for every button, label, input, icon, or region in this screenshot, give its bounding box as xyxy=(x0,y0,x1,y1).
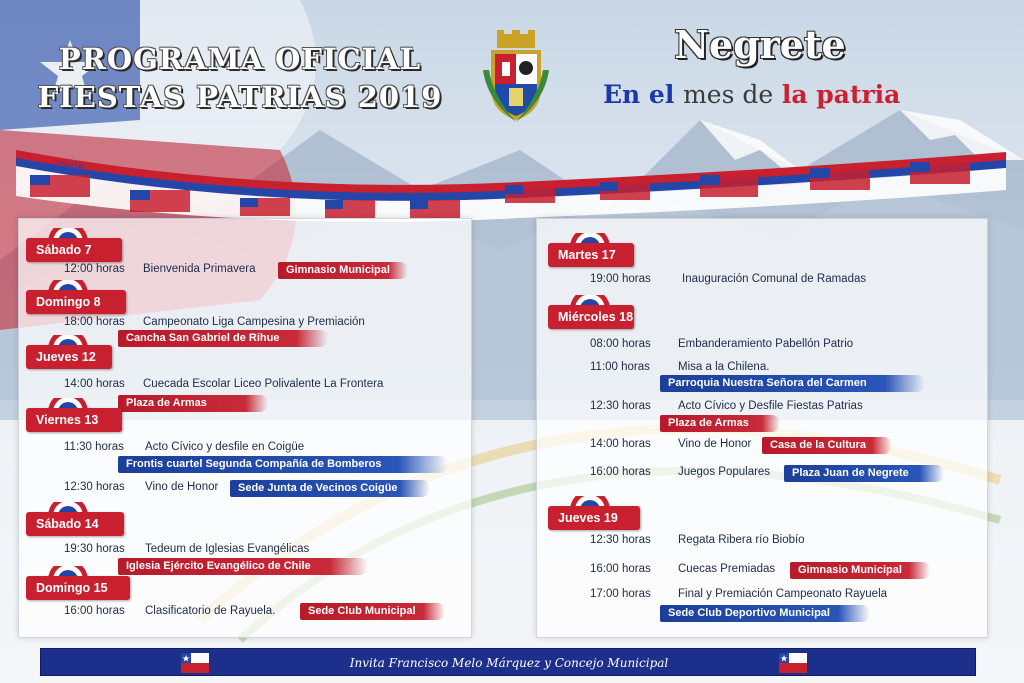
event-time: 17:00 horas xyxy=(590,588,651,600)
event-description: Bienvenida Primavera xyxy=(143,263,256,275)
event-place-badge: Gimnasio Municipal xyxy=(278,262,408,279)
footer-bar xyxy=(40,648,976,676)
event-time: 12:30 horas xyxy=(590,534,651,546)
event-time: 14:00 horas xyxy=(64,378,125,390)
event-description: Regata Ribera río Biobío xyxy=(678,534,805,546)
event-place-badge: Sede Club Municipal xyxy=(300,603,445,620)
event-place-badge: Parroquia Nuestra Señora del Carmen xyxy=(660,375,925,392)
event-place-badge: Gimnasio Municipal xyxy=(790,562,930,579)
title-line-1: PROGRAMA OFICIAL xyxy=(58,42,422,76)
day-label: Jueves 12 xyxy=(36,350,96,364)
event-place-badge: Plaza de Armas xyxy=(660,415,780,432)
event-time: 11:00 horas xyxy=(590,361,650,373)
event-time: 12:30 horas xyxy=(590,400,651,412)
chile-flag-banner xyxy=(0,140,1024,230)
chile-flag-icon xyxy=(779,653,807,673)
event-time: 18:00 horas xyxy=(64,316,125,328)
event-time: 11:30 horas xyxy=(64,441,124,453)
event-description: Acto Cívico y desfile en Coigüe xyxy=(145,441,305,453)
event-place-badge: Plaza Juan de Negrete xyxy=(784,465,944,482)
event-place-badge: Iglesia Ejército Evangélico de Chile xyxy=(118,558,368,575)
municipal-crest-icon xyxy=(483,30,549,122)
event-description: Embanderamiento Pabellón Patrio xyxy=(678,338,854,350)
town-name: Negrete xyxy=(674,22,846,67)
event-description: Cuecas Premiadas xyxy=(678,563,776,575)
event-place-badge: Plaza de Armas xyxy=(118,395,268,412)
slogan-part-2: mes de xyxy=(683,80,774,109)
event-time: 16:00 horas xyxy=(590,466,651,478)
event-time: 16:00 horas xyxy=(64,605,125,617)
event-description: Vino de Honor xyxy=(678,438,752,450)
day-label: Viernes 13 xyxy=(36,413,99,427)
event-time: 16:00 horas xyxy=(590,563,651,575)
event-time: 12:00 horas xyxy=(64,263,125,275)
slogan xyxy=(603,80,923,109)
event-place-badge: Frontis cuartel Segunda Compañía de Bomberos xyxy=(118,456,448,473)
event-place-badge: Sede Club Deportivo Municipal xyxy=(660,605,870,622)
day-label: Sábado 7 xyxy=(36,243,92,257)
title-line-2: FIESTAS PATRIAS 2019 xyxy=(37,80,443,114)
event-description: Tedeum de Iglesias Evangélicas xyxy=(145,543,310,555)
event-time: 19:00 horas xyxy=(590,273,651,285)
day-label: Miércoles 18 xyxy=(558,310,634,324)
event-time: 12:30 horas xyxy=(64,481,125,493)
event-place-badge: Sede Junta de Vecinos Coigüe xyxy=(230,480,430,497)
slogan-part-3: la patria xyxy=(781,80,901,109)
event-description: Campeonato Liga Campesina y Premiación xyxy=(143,316,365,328)
event-time: 14:00 horas xyxy=(590,438,651,450)
event-description: Inauguración Comunal de Ramadas xyxy=(682,273,867,285)
day-label: Martes 17 xyxy=(558,248,616,262)
event-description: Final y Premiación Campeonato Rayuela xyxy=(678,588,888,600)
event-time: 08:00 horas xyxy=(590,338,651,350)
event-place-badge: Casa de la Cultura xyxy=(762,437,892,454)
day-label: Domingo 15 xyxy=(36,581,108,595)
footer-invitation: Invita Francisco Melo Márquez y Concejo Municipal xyxy=(349,656,669,670)
event-description: Acto Cívico y Desfile Fiestas Patrias xyxy=(678,400,863,412)
day-label: Domingo 8 xyxy=(36,295,101,309)
program-title xyxy=(30,40,450,116)
event-description: Clasificatorio de Rayuela. xyxy=(145,605,276,617)
event-description: Misa a la Chilena. xyxy=(678,361,770,373)
event-description: Juegos Populares xyxy=(678,466,771,478)
slogan-part-1: En el xyxy=(603,80,675,109)
day-label: Jueves 19 xyxy=(558,511,618,525)
event-description: Cuecada Escolar Liceo Polivalente La Frontera xyxy=(143,378,384,390)
event-place-badge: Cancha San Gabriel de Rihue xyxy=(118,330,328,347)
event-time: 19:30 horas xyxy=(64,543,125,555)
event-description: Vino de Honor xyxy=(145,481,219,493)
day-label: Sábado 14 xyxy=(36,517,99,531)
banner-flag-label: Chile xyxy=(55,160,85,173)
